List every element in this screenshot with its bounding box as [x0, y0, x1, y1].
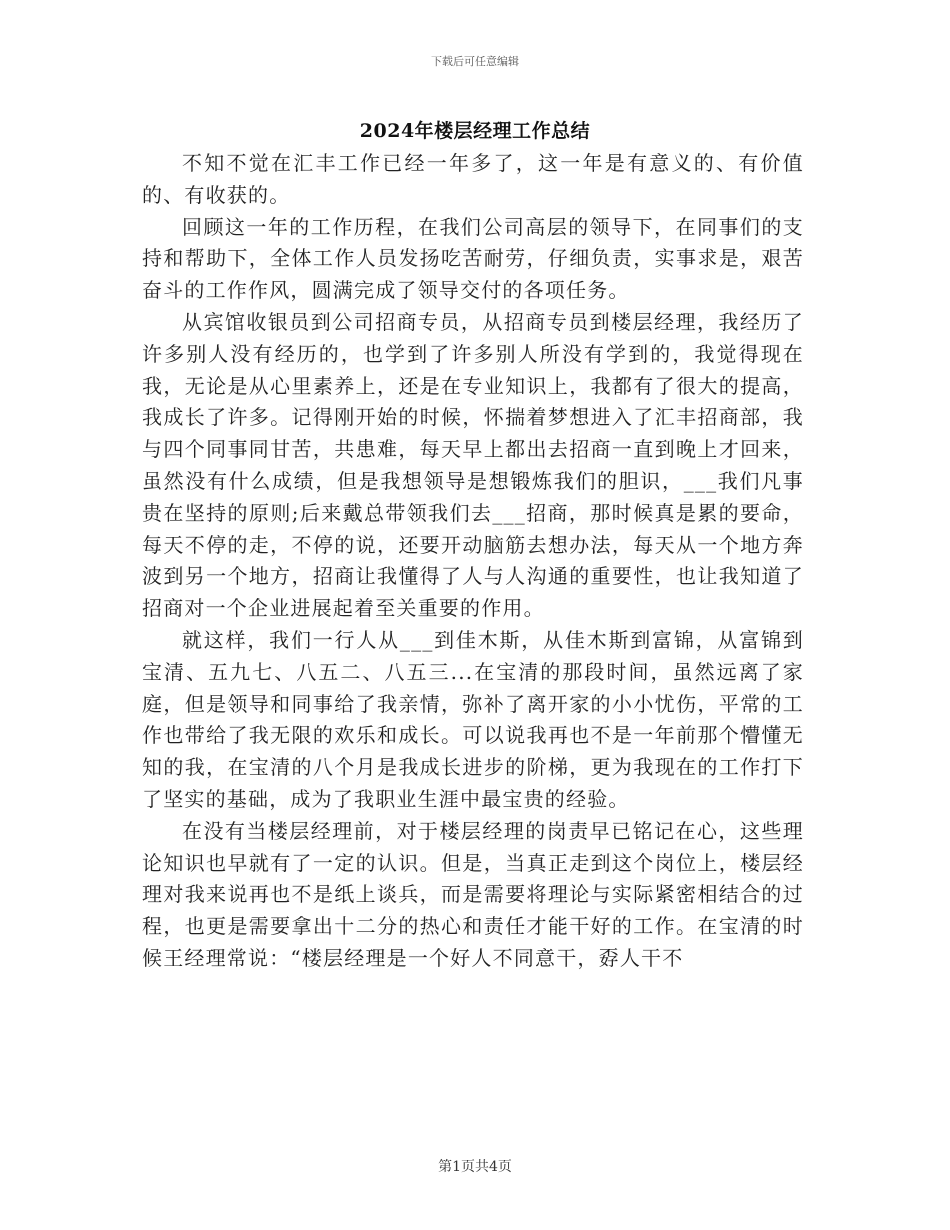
document-title: 2024年楼层经理工作总结: [359, 120, 591, 142]
paragraph: 不知不觉在汇丰工作已经一年多了，这一年是有意义的、有价值的、有收获的。: [142, 151, 804, 207]
paragraph: 回顾这一年的工作历程，在我们公司高层的领导下，在同事们的支持和帮助下，全体工作人员发扬吃苦耐劳，仔细负责，实事求是，艰苦奋斗的工作作风，圆满完成了领导交付的各项任务。: [142, 214, 804, 303]
page-header: 下载后可任意编辑: [431, 55, 519, 68]
paragraph: 就这样，我们一行人从___到佳木斯，从佳木斯到富锦，从富锦到宝清、五九七、八五二、八五三...在宝清的那段时间，虽然远离了家庭，但是领导和同事给了我亲情，弥补了离开家的小小忧伤，平常的工作也带给了我无限的欢乐和成长。可以说我再也不是一年前那个懵懂无知的我，在宝清的八个月是我成长进步的阶梯，更为我现在的工作打下了坚实的基础，成为了我职业生涯中最宝贵的经验。: [142, 627, 804, 811]
page-footer: 第1页共4页: [438, 1159, 512, 1175]
document-body: [142, 148, 804, 975]
paragraph: 从宾馆收银员到公司招商专员，从招商专员到楼层经理，我经历了许多别人没有经历的，也学到了许多别人所没有学到的，我觉得现在我，无论是从心里素养上，还是在专业知识上，我都有了很大的提高，我成长了许多。记得刚开始的时候，怀揣着梦想进入了汇丰招商部，我与四个同事同甘苦，共患难，每天早上都出去招商一直到晚上才回来，虽然没有什么成绩，但是我想领导是想锻炼我们的胆识，___我们凡事贵在坚持的原则;后来戴总带领我们去___招商，那时候真是累的要命，每天不停的走，不停的说，还要开动脑筋去想办法，每天从一个地方奔波到另一个地方，招商让我懂得了人与人沟通的重要性，也让我知道了招商对一个企业进展起着至关重要的作用。: [142, 309, 804, 621]
paragraph: 在没有当楼层经理前，对于楼层经理的岗责早已铭记在心，这些理论知识也早就有了一定的认识。但是，当真正走到这个岗位上，楼层经理对我来说再也不是纸上谈兵，而是需要将理论与实际紧密相结合的过程，也更是需要拿出十二分的热心和责任才能干好的工作。在宝清的时候王经理常说：“楼层经理是一个好人不同意干，孬人干不: [142, 818, 804, 970]
